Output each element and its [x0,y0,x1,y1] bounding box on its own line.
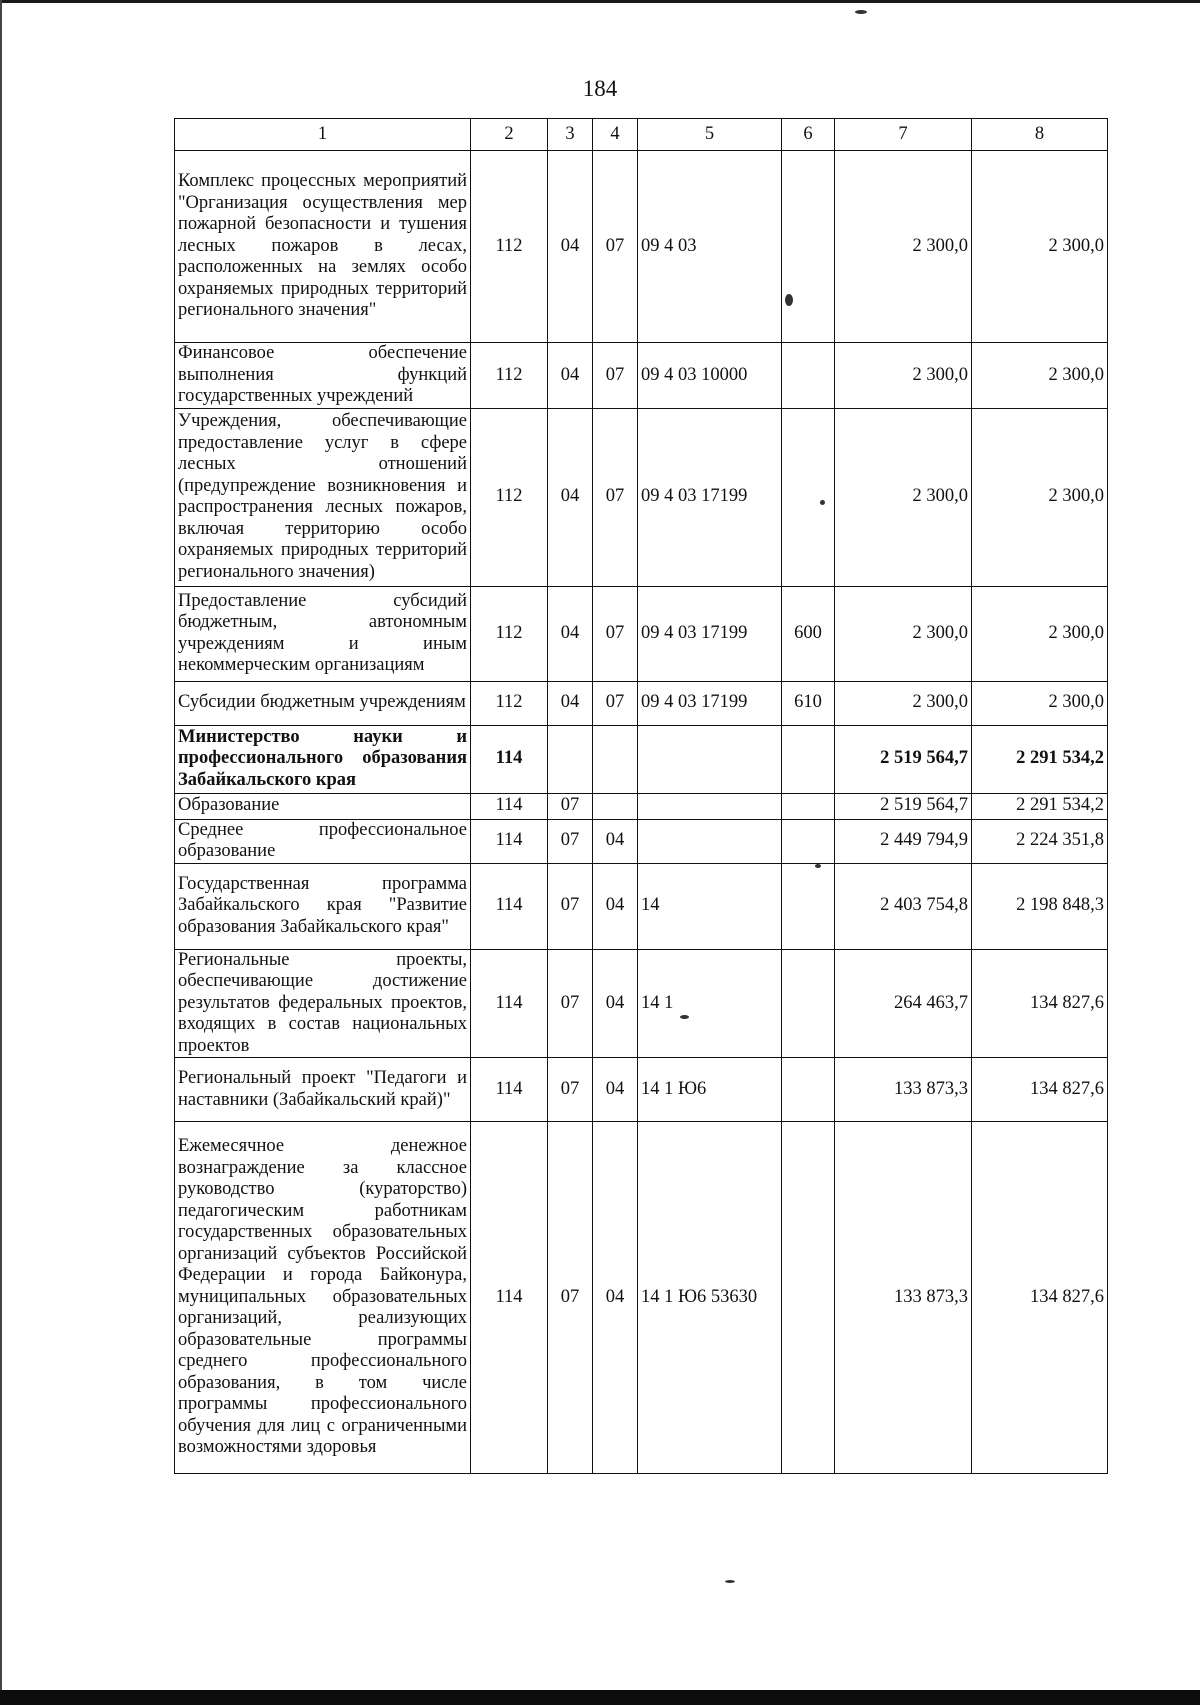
scan-speck [725,1580,735,1583]
table-row [175,793,1108,819]
cell-target-article: 09 4 03 10000 [638,343,782,409]
column-header: 5 [638,119,782,151]
cell-target-article: 14 1 Ю6 53630 [638,1122,782,1474]
cell-subsection [593,793,638,819]
row-name: Финансовое обеспечение выполнения функций государственных учреждений [175,343,471,409]
cell-amount-year2: 2 300,0 [972,408,1108,586]
cell-code-admin: 114 [471,725,548,793]
row-name: Среднее профессиональное образование [175,819,471,863]
row-name: Ежемесячное денежное вознаграждение за классное руководство (кураторство) педагогическим работникам государственных образовательных организаций субъектов Российской Федерации и города Байконура, муниципальных образовательных организаций, реализующих образовательные программы среднего профессионального образования, в том числе программы профессионального обучения для лиц с ограниченными возможностями здоровья [175,1122,471,1474]
table-row [175,1058,1108,1122]
cell-amount-year1: 2 300,0 [835,681,972,725]
cell-section: 07 [548,819,593,863]
cell-amount-year1: 2 449 794,9 [835,819,972,863]
cell-subsection: 04 [593,1058,638,1122]
cell-amount-year1: 2 300,0 [835,408,972,586]
scan-speck [815,864,821,868]
cell-subsection: 07 [593,681,638,725]
scan-edge-left [0,0,2,1705]
cell-section: 07 [548,863,593,949]
cell-amount-year2: 2 224 351,8 [972,819,1108,863]
cell-expense-type: 610 [782,681,835,725]
row-name: Государственная программа Забайкальского края "Развитие образования Забайкальского края" [175,863,471,949]
cell-subsection: 04 [593,1122,638,1474]
cell-expense-type [782,151,835,343]
row-name: Субсидии бюджетным учреждениям [175,681,471,725]
cell-section: 04 [548,681,593,725]
cell-expense-type [782,1058,835,1122]
cell-section: 04 [548,408,593,586]
cell-target-article: 09 4 03 17199 [638,681,782,725]
cell-subsection: 07 [593,586,638,681]
cell-expense-type [782,408,835,586]
cell-subsection [593,725,638,793]
cell-code-admin: 114 [471,819,548,863]
table-row [175,681,1108,725]
cell-amount-year2: 2 300,0 [972,151,1108,343]
table-row [175,343,1108,409]
row-name: Учреждения, обеспечивающие предоставление услуг в сфере лесных отношений (предупреждение возникновения и распространения лесных пожаров, включая территорию особо охраняемых природных территорий регионального значения) [175,408,471,586]
cell-section: 07 [548,949,593,1058]
cell-amount-year1: 2 300,0 [835,151,972,343]
cell-subsection: 04 [593,819,638,863]
cell-subsection: 07 [593,343,638,409]
cell-code-admin: 114 [471,949,548,1058]
table-row [175,586,1108,681]
cell-amount-year1: 133 873,3 [835,1058,972,1122]
column-header: 3 [548,119,593,151]
scan-speck [680,1015,689,1019]
column-header: 2 [471,119,548,151]
cell-code-admin: 112 [471,343,548,409]
cell-section: 04 [548,343,593,409]
cell-expense-type [782,793,835,819]
cell-target-article: 09 4 03 17199 [638,586,782,681]
cell-amount-year2: 134 827,6 [972,1058,1108,1122]
budget-table [174,118,1108,1474]
cell-target-article [638,819,782,863]
table-row [175,819,1108,863]
scan-speck [785,294,793,306]
row-name: Образование [175,793,471,819]
scan-speck [820,500,825,505]
cell-code-admin: 114 [471,1122,548,1474]
cell-code-admin: 112 [471,408,548,586]
column-header: 6 [782,119,835,151]
cell-code-admin: 112 [471,586,548,681]
cell-section: 07 [548,793,593,819]
cell-amount-year2: 2 300,0 [972,586,1108,681]
cell-amount-year1: 2 300,0 [835,586,972,681]
cell-expense-type [782,819,835,863]
cell-target-article: 14 [638,863,782,949]
cell-section [548,725,593,793]
cell-target-article [638,725,782,793]
column-header: 4 [593,119,638,151]
table-row [175,949,1108,1058]
cell-subsection: 04 [593,949,638,1058]
cell-code-admin: 114 [471,793,548,819]
cell-expense-type [782,343,835,409]
cell-amount-year2: 2 198 848,3 [972,863,1108,949]
page-number: 184 [582,76,618,101]
cell-amount-year1: 264 463,7 [835,949,972,1058]
column-header: 8 [972,119,1108,151]
table-row [175,863,1108,949]
cell-section: 07 [548,1058,593,1122]
cell-amount-year1: 2 519 564,7 [835,725,972,793]
cell-amount-year1: 2 300,0 [835,343,972,409]
cell-target-article: 14 1 [638,949,782,1058]
cell-expense-type [782,949,835,1058]
cell-amount-year2: 2 300,0 [972,681,1108,725]
cell-target-article: 09 4 03 17199 [638,408,782,586]
cell-amount-year1: 2 519 564,7 [835,793,972,819]
cell-amount-year2: 2 291 534,2 [972,793,1108,819]
column-header: 7 [835,119,972,151]
cell-section: 04 [548,586,593,681]
cell-code-admin: 114 [471,863,548,949]
cell-amount-year2: 134 827,6 [972,1122,1108,1474]
cell-subsection: 07 [593,408,638,586]
cell-amount-year2: 2 300,0 [972,343,1108,409]
cell-section: 07 [548,1122,593,1474]
scan-edge-top [0,0,1200,3]
cell-amount-year2: 134 827,6 [972,949,1108,1058]
cell-code-admin: 114 [471,1058,548,1122]
cell-expense-type: 600 [782,586,835,681]
cell-subsection: 07 [593,151,638,343]
row-name: Региональные проекты, обеспечивающие достижение результатов федеральных проектов, входящих в состав национальных проектов [175,949,471,1058]
cell-subsection: 04 [593,863,638,949]
cell-amount-year1: 2 403 754,8 [835,863,972,949]
cell-target-article: 09 4 03 [638,151,782,343]
cell-section: 04 [548,151,593,343]
cell-amount-year1: 133 873,3 [835,1122,972,1474]
cell-amount-year2: 2 291 534,2 [972,725,1108,793]
cell-code-admin: 112 [471,681,548,725]
cell-target-article: 14 1 Ю6 [638,1058,782,1122]
cell-expense-type [782,863,835,949]
column-header: 1 [175,119,471,151]
scan-speck [855,10,867,14]
cell-target-article [638,793,782,819]
table-row [175,151,1108,343]
scan-edge-bottom [0,1690,1200,1705]
table-row [175,408,1108,586]
cell-expense-type [782,1122,835,1474]
row-name: Предоставление субсидий бюджетным, автономным учреждениям и иным некоммерческим организациям [175,586,471,681]
row-name: Региональный проект "Педагоги и наставники (Забайкальский край)" [175,1058,471,1122]
table-header-row [175,119,1108,151]
row-name: Комплекс процессных мероприятий "Организация осуществления мер пожарной безопасности и тушения лесных пожаров в лесах, расположенных на землях особо охраняемых природных территорий регионального значения" [175,151,471,343]
cell-expense-type [782,725,835,793]
cell-code-admin: 112 [471,151,548,343]
table-row [175,1122,1108,1474]
table-row [175,725,1108,793]
row-name: Министерство науки и профессионального образования Забайкальского края [175,725,471,793]
